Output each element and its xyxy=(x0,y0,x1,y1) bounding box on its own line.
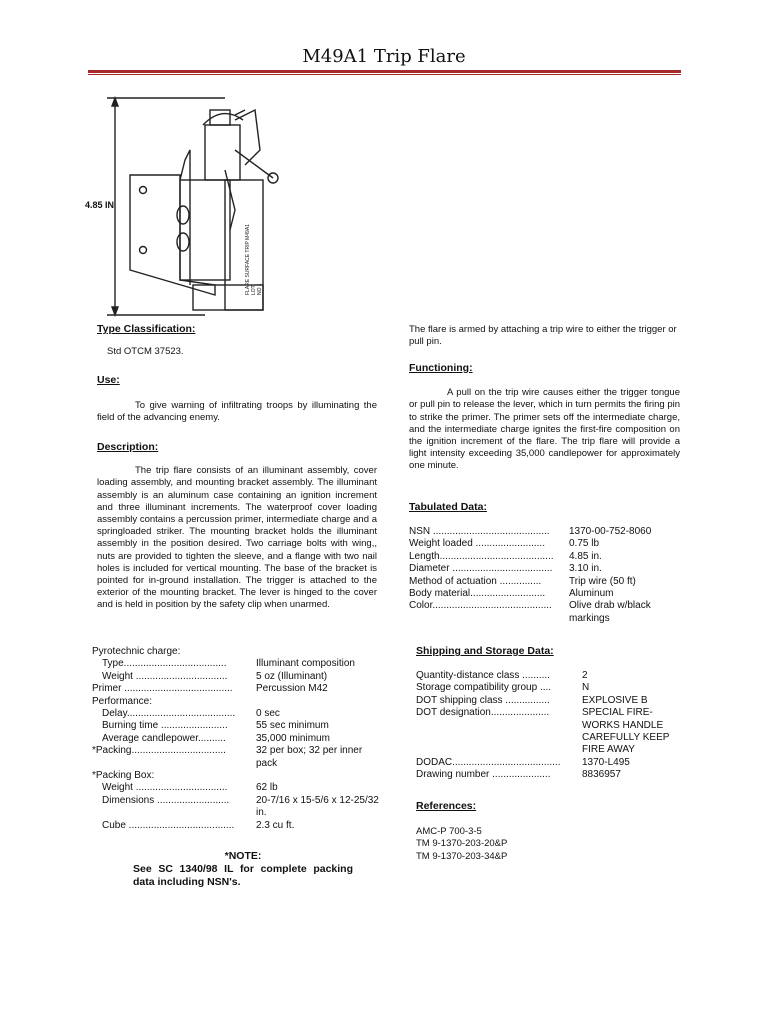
type-classification-heading: Type Classification: xyxy=(97,323,196,335)
row-value: Illuminant composition xyxy=(256,658,355,670)
table-row xyxy=(92,671,382,683)
table-row xyxy=(92,770,382,782)
armed-paragraph: The flare is armed by attaching a trip wire to either the trigger or pull pin. xyxy=(409,324,677,348)
table-row xyxy=(92,733,382,745)
title-rule xyxy=(88,70,681,73)
row-label: Performance: xyxy=(92,695,153,707)
row-value: 2.3 cu ft. xyxy=(256,819,295,831)
functioning-heading: Functioning: xyxy=(409,362,473,374)
row-label: Quantity-distance class .......... xyxy=(416,670,550,681)
table-row xyxy=(409,576,681,588)
table-row xyxy=(409,600,681,625)
left-data-table xyxy=(92,646,382,832)
row-label: Cube ...................................... xyxy=(102,819,235,831)
description-section xyxy=(97,441,377,612)
row-label: DOT designation..................... xyxy=(416,707,550,719)
table-row xyxy=(92,696,382,708)
reference-item: TM 9-1370-203-20&P xyxy=(416,838,508,850)
references-section xyxy=(416,800,687,863)
row-value: SPECIAL FIRE- WORKS HANDLE CAREFULLY KEEP FIRE AWAY xyxy=(582,707,670,756)
row-value: 35,000 minimum xyxy=(256,732,330,744)
row-label: *Packing.................................. xyxy=(92,745,226,757)
functioning-text: A pull on the trip wire causes either the trigger tongue or pull pin to release the lever, which in turn permits the firing pin to strike the primer. The primer sets off the intermediate charge, and the intermediate charge ignites the first-fire composition on the ignition increment of the flare. The trip flare will provide a light intensity exceeding 35,000 candlepower for approximately one minute. xyxy=(409,387,680,472)
table-row xyxy=(92,646,382,658)
row-label: Drawing number ..................... xyxy=(416,769,551,781)
row-value: 3.10 in. xyxy=(569,563,602,575)
row-value: 8836957 xyxy=(582,769,621,781)
row-label: Diameter .................................... xyxy=(409,563,553,575)
row-label: Burning time ........................ xyxy=(102,720,228,732)
use-section xyxy=(97,374,377,425)
dimension-label: 4.85 IN xyxy=(85,200,115,210)
table-row xyxy=(92,745,382,770)
row-label: Pyrotechnic charge: xyxy=(92,646,181,657)
note-heading: *NOTE: xyxy=(224,850,262,862)
table-row xyxy=(409,526,681,538)
table-row xyxy=(416,707,682,757)
row-label: Color........................................... xyxy=(409,600,552,612)
table-row xyxy=(92,795,382,820)
title-rule-thin xyxy=(88,74,681,75)
trip-flare-drawing xyxy=(85,90,325,320)
canister-marking-3: NO 1 xyxy=(257,283,263,295)
row-label: DOT shipping class ................ xyxy=(416,694,550,706)
tabulated-heading: Tabulated Data: xyxy=(409,501,487,513)
row-value: 55 sec minimum xyxy=(256,720,329,732)
references-list xyxy=(416,826,687,863)
table-row xyxy=(416,769,682,781)
row-value: Percussion M42 xyxy=(256,683,328,695)
references-heading: References: xyxy=(416,800,477,812)
table-row xyxy=(416,682,682,694)
row-value: 2 xyxy=(582,670,588,681)
table-row xyxy=(409,538,681,550)
row-value: 32 per box; 32 per inner pack xyxy=(256,745,363,769)
row-label: NSN .......................................... xyxy=(409,526,550,537)
table-row xyxy=(409,551,681,563)
row-label: Average candlepower.......... xyxy=(102,732,226,744)
packing-note xyxy=(133,850,353,889)
row-label: Weight ................................. xyxy=(102,670,228,682)
table-row xyxy=(409,588,681,600)
reference-item: AMC-P 700-3-5 xyxy=(416,826,482,838)
note-text: See SC 1340/98 IL for complete packing data including NSN's. xyxy=(133,863,353,888)
type-classification-text: Std OTCM 37523. xyxy=(107,346,184,358)
table-row xyxy=(92,782,382,794)
row-label: Primer ....................................... xyxy=(92,683,233,695)
row-value: 62 lb xyxy=(256,782,278,794)
row-value: 4.85 in. xyxy=(569,550,602,562)
row-value xyxy=(242,696,381,708)
row-value: 1370-L495 xyxy=(582,756,630,768)
tabulated-section xyxy=(409,501,680,513)
row-label: Weight loaded ......................... xyxy=(409,538,545,550)
page-title: M49A1 Trip Flare xyxy=(302,46,466,67)
row-label: Type..................................... xyxy=(102,658,227,670)
row-value: Trip wire (50 ft) xyxy=(569,575,636,587)
description-heading: Description: xyxy=(97,441,159,453)
shipping-data-table xyxy=(416,670,682,782)
row-label: Dimensions .......................... xyxy=(102,794,230,806)
use-text: To give warning of infiltrating troops by illuminating the field of the advancing enemy. xyxy=(97,400,377,424)
tabulated-data-table xyxy=(409,526,681,625)
table-row xyxy=(92,658,382,670)
trip-flare-figure xyxy=(85,90,325,320)
row-value: 20-7/16 x 15-5/6 x 12-25/32 in. xyxy=(256,794,379,819)
row-label: Delay....................................... xyxy=(102,708,236,720)
shipping-heading: Shipping and Storage Data: xyxy=(416,645,554,657)
row-label: Storage compatibility group .... xyxy=(416,682,552,694)
table-row xyxy=(92,820,382,832)
row-value: 1370-00-752-8060 xyxy=(569,526,652,537)
row-value xyxy=(242,646,381,658)
table-row xyxy=(92,720,382,732)
row-value xyxy=(242,770,381,782)
row-label: DODAC....................................... xyxy=(416,756,561,768)
table-row xyxy=(416,670,682,682)
row-value: EXPLOSIVE B xyxy=(582,694,648,706)
table-row xyxy=(409,563,681,575)
shipping-section xyxy=(416,645,687,657)
row-label: Length......................................... xyxy=(409,550,554,562)
table-row xyxy=(416,757,682,769)
type-classification-section xyxy=(97,323,377,358)
row-value: N xyxy=(582,682,590,694)
row-value: Olive drab w/black markings xyxy=(569,600,651,624)
reference-item: TM 9-1370-203-34&P xyxy=(416,850,508,862)
table-row xyxy=(92,708,382,720)
canister-marking-2: LOT xyxy=(251,285,257,295)
table-row xyxy=(92,683,382,695)
row-value: Aluminum xyxy=(569,588,614,600)
functioning-section xyxy=(409,362,680,473)
row-label: *Packing Box: xyxy=(92,770,155,782)
row-value: 5 oz (Illuminant) xyxy=(256,670,328,682)
table-row xyxy=(416,695,682,707)
canister-marking-1: FLARE SURFACE TRIP M49A1 xyxy=(245,224,251,295)
row-label: Method of actuation ............... xyxy=(409,575,542,587)
description-text: The trip flare consists of an illuminant assembly, cover loading assembly, and mounting bracket assembly. The illuminant assembly is an aluminum case containing an ignition increment and three illuminant increments. The waterproof cover loading assembly contains a percussion primer, intermediate charge and a springloaded striker. The mounting bracket holds the illuminant assembly in the position desired. Two carriage bolts with wing,, nuts are provided to tighten the sleeve, and a flange with two nail holes is included for vertical mounting. The base of the bracket is pointed for in-ground installation. The trigger is attached to the exterior of the mounting bracket. The lever is hinged to the cover and is held in position by the safety clip when unarmed. xyxy=(97,465,377,611)
row-label: Body material........................... xyxy=(409,588,546,600)
row-value: 0 sec xyxy=(256,708,280,720)
use-heading: Use: xyxy=(97,374,120,386)
row-value: 0.75 lb xyxy=(569,538,600,550)
row-label: Weight ................................. xyxy=(102,782,228,794)
